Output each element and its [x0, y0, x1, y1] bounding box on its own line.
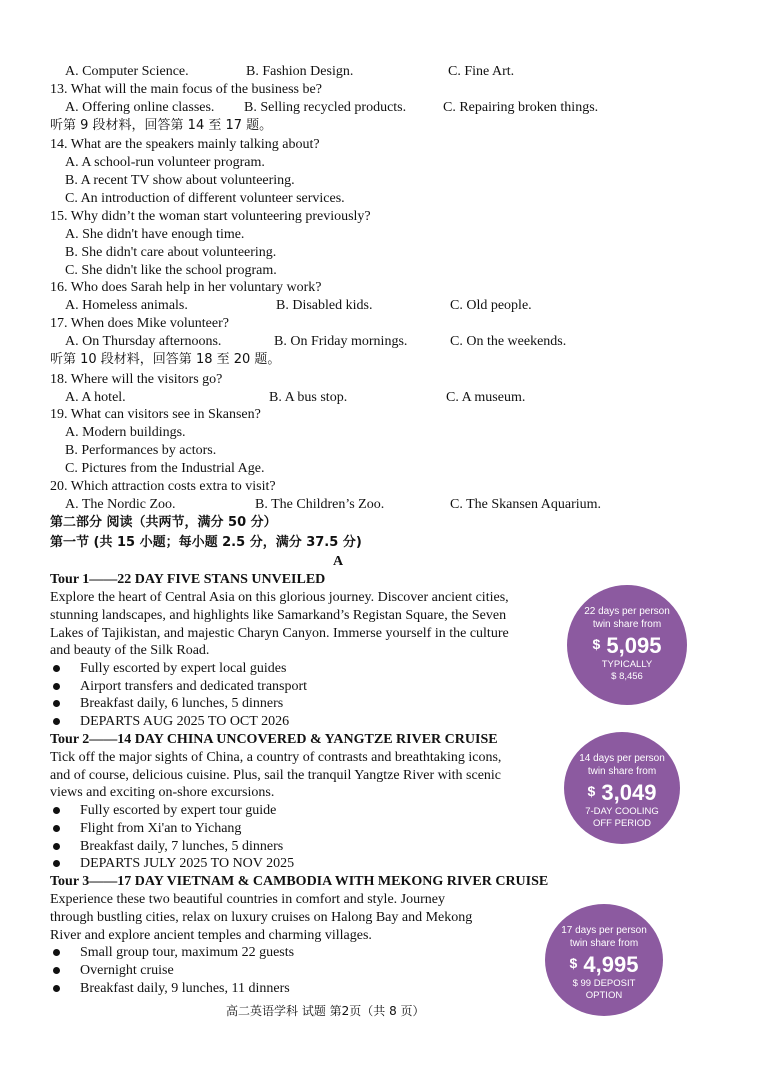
q12-option-b: B. Fashion Design.: [246, 64, 354, 79]
section-9-instruction: 听第 9 段材料，回答第 14 至 17 题。: [50, 118, 273, 133]
q13-stem: 13. What will the main focus of the business be?: [50, 82, 322, 97]
q16-stem: 16. Who does Sarah help in her voluntary work?: [50, 280, 322, 295]
tour-2-feature: Breakfast daily, 7 lunches, 5 dinners: [80, 839, 284, 854]
bullet-icon: [53, 700, 60, 707]
q17-option-a: A. On Thursday afternoons.: [65, 334, 222, 349]
badge-note: $ 8,456: [611, 671, 643, 682]
bullet-icon: [53, 985, 60, 992]
badge-duration: 17 days per person: [561, 925, 647, 936]
q18-option-c: C. A museum.: [446, 390, 526, 405]
tour-2-desc-line: and of course, delicious cuisine. Plus, sail the tranquil Yangtze River with scenic: [50, 768, 502, 783]
q19-option-b: B. Performances by actors.: [65, 443, 217, 458]
q15-option-a: A. She didn't have enough time.: [65, 227, 245, 242]
q13-option-b: B. Selling recycled products.: [244, 100, 407, 115]
q15-option-b: B. She didn't care about volunteering.: [65, 245, 277, 260]
tour-2-feature: DEPARTS JULY 2025 TO NOV 2025: [80, 856, 295, 871]
q15-option-c: C. She didn't like the school program.: [65, 263, 277, 278]
badge-note: OFF PERIOD: [592, 818, 652, 829]
q19-option-c: C. Pictures from the Industrial Age.: [65, 461, 265, 476]
q14-option-a: A. A school-run volunteer program.: [65, 155, 265, 170]
tour-2-desc-line: Tick off the major sights of China, a country of contrasts and breathtaking icons,: [50, 750, 502, 765]
tour-1-desc-line: Explore the heart of Central Asia on this glorious journey. Discover ancient cities,: [50, 590, 509, 605]
q12-option-c: C. Fine Art.: [448, 64, 515, 79]
badge-duration: 14 days per person: [579, 753, 665, 764]
badge-price: $ 4,995: [569, 952, 639, 977]
bullet-icon: [53, 665, 60, 672]
bullet-icon: [53, 967, 60, 974]
section-1-heading: 第一节 (共 15 小题；每小题 2.5 分，满分 37.5 分): [50, 535, 362, 550]
tour-1-feature: DEPARTS AUG 2025 TO OCT 2026: [80, 714, 290, 729]
tour-1-desc-line: Lakes of Tajikistan, and majestic Charyn Canyon. Immerse yourself in the culture: [50, 626, 509, 641]
badge-share: twin share from: [569, 938, 639, 949]
q15-stem: 15. Why didn’t the woman start volunteering previously?: [50, 209, 371, 224]
q17-option-b: B. On Friday mornings.: [274, 334, 408, 349]
q20-stem: 20. Which attraction costs extra to visit?: [50, 479, 276, 494]
tour-3-desc-line: Experience these two beautiful countries in comfort and style. Journey: [50, 892, 445, 907]
tour-1-feature: Fully escorted by expert local guides: [80, 661, 287, 676]
q16-option-c: C. Old people.: [450, 298, 532, 313]
q13-option-c: C. Repairing broken things.: [443, 100, 599, 115]
tour-3-price-badge: [545, 904, 663, 1016]
tour-1-title: Tour 1——22 DAY FIVE STANS UNVEILED: [50, 572, 326, 587]
tour-1-desc-line: stunning landscapes, and highlights like Samarkand’s Registan Square, the Seven: [50, 608, 507, 623]
tour-3-desc-line: River and explore ancient temples and charming villages.: [50, 928, 372, 943]
q19-option-a: A. Modern buildings.: [65, 425, 186, 440]
q18-stem: 18. Where will the visitors go?: [50, 372, 223, 387]
q14-stem: 14. What are the speakers mainly talking about?: [50, 137, 320, 152]
q20-option-b: B. The Children’s Zoo.: [255, 497, 385, 512]
badge-duration: 22 days per person: [584, 606, 670, 617]
bullet-icon: [53, 718, 60, 725]
tour-3-title: Tour 3——17 DAY VIETNAM & CAMBODIA WITH MEKONG RIVER CRUISE: [50, 874, 549, 889]
q20-option-c: C. The Skansen Aquarium.: [450, 497, 602, 512]
bullet-icon: [53, 825, 60, 832]
bullet-icon: [53, 860, 60, 867]
tour-1-desc-line: and beauty of the Silk Road.: [50, 643, 210, 658]
badge-price: $ 3,049: [587, 780, 657, 805]
tour-1-price-badge: [567, 585, 687, 705]
tour-3-feature: Breakfast daily, 9 lunches, 11 dinners: [80, 981, 290, 996]
bullet-icon: [53, 843, 60, 850]
tour-1-feature: Breakfast daily, 6 lunches, 5 dinners: [80, 696, 284, 711]
q18-option-a: A. A hotel.: [65, 390, 126, 405]
part-2-heading: 第二部分 阅读（共两节，满分 50 分）: [50, 515, 277, 530]
section-10-instruction: 听第 10 段材料，回答第 18 至 20 题。: [50, 352, 281, 367]
passage-letter: A: [333, 554, 344, 569]
page-footer: 高二英语学科 试题 第2页（共 8 页）: [226, 1004, 425, 1018]
q20-option-a: A. The Nordic Zoo.: [65, 497, 176, 512]
tour-3-desc-line: through bustling cities, relax on luxury cruises on Halong Bay and Mekong: [50, 910, 473, 925]
bullet-icon: [53, 807, 60, 814]
tour-3-feature: Small group tour, maximum 22 guests: [80, 945, 295, 960]
tour-2-desc-line: views and exciting on-shore excursions.: [50, 785, 275, 800]
q13-option-a: A. Offering online classes.: [65, 100, 215, 115]
badge-share: twin share from: [592, 619, 662, 630]
q14-option-c: C. An introduction of different volunteer services.: [65, 191, 345, 206]
q17-option-c: C. On the weekends.: [450, 334, 567, 349]
badge-note: TYPICALLY: [601, 659, 653, 670]
bullet-icon: [53, 949, 60, 956]
q18-option-b: B. A bus stop.: [269, 390, 348, 405]
q17-stem: 17. When does Mike volunteer?: [50, 316, 229, 331]
tour-1-feature: Airport transfers and dedicated transport: [80, 679, 308, 694]
q16-option-a: A. Homeless animals.: [65, 298, 188, 313]
badge-note: $ 99 DEPOSIT: [572, 978, 636, 989]
badge-note: 7-DAY COOLING: [585, 806, 659, 817]
q14-option-b: B. A recent TV show about volunteering.: [65, 173, 295, 188]
tour-2-title: Tour 2——14 DAY CHINA UNCOVERED & YANGTZE RIVER CRUISE: [50, 732, 498, 747]
badge-price: $ 5,095: [592, 633, 662, 658]
tour-3-feature: Overnight cruise: [80, 963, 174, 978]
bullet-icon: [53, 683, 60, 690]
tour-2-price-badge: [564, 732, 680, 844]
q19-stem: 19. What can visitors see in Skansen?: [50, 407, 261, 422]
q16-option-b: B. Disabled kids.: [276, 298, 373, 313]
q12-option-a: A. Computer Science.: [65, 64, 189, 79]
tour-2-feature: Flight from Xi'an to Yichang: [80, 821, 242, 836]
badge-share: twin share from: [587, 766, 657, 777]
badge-note: OPTION: [585, 990, 623, 1001]
tour-2-feature: Fully escorted by expert tour guide: [80, 803, 277, 818]
